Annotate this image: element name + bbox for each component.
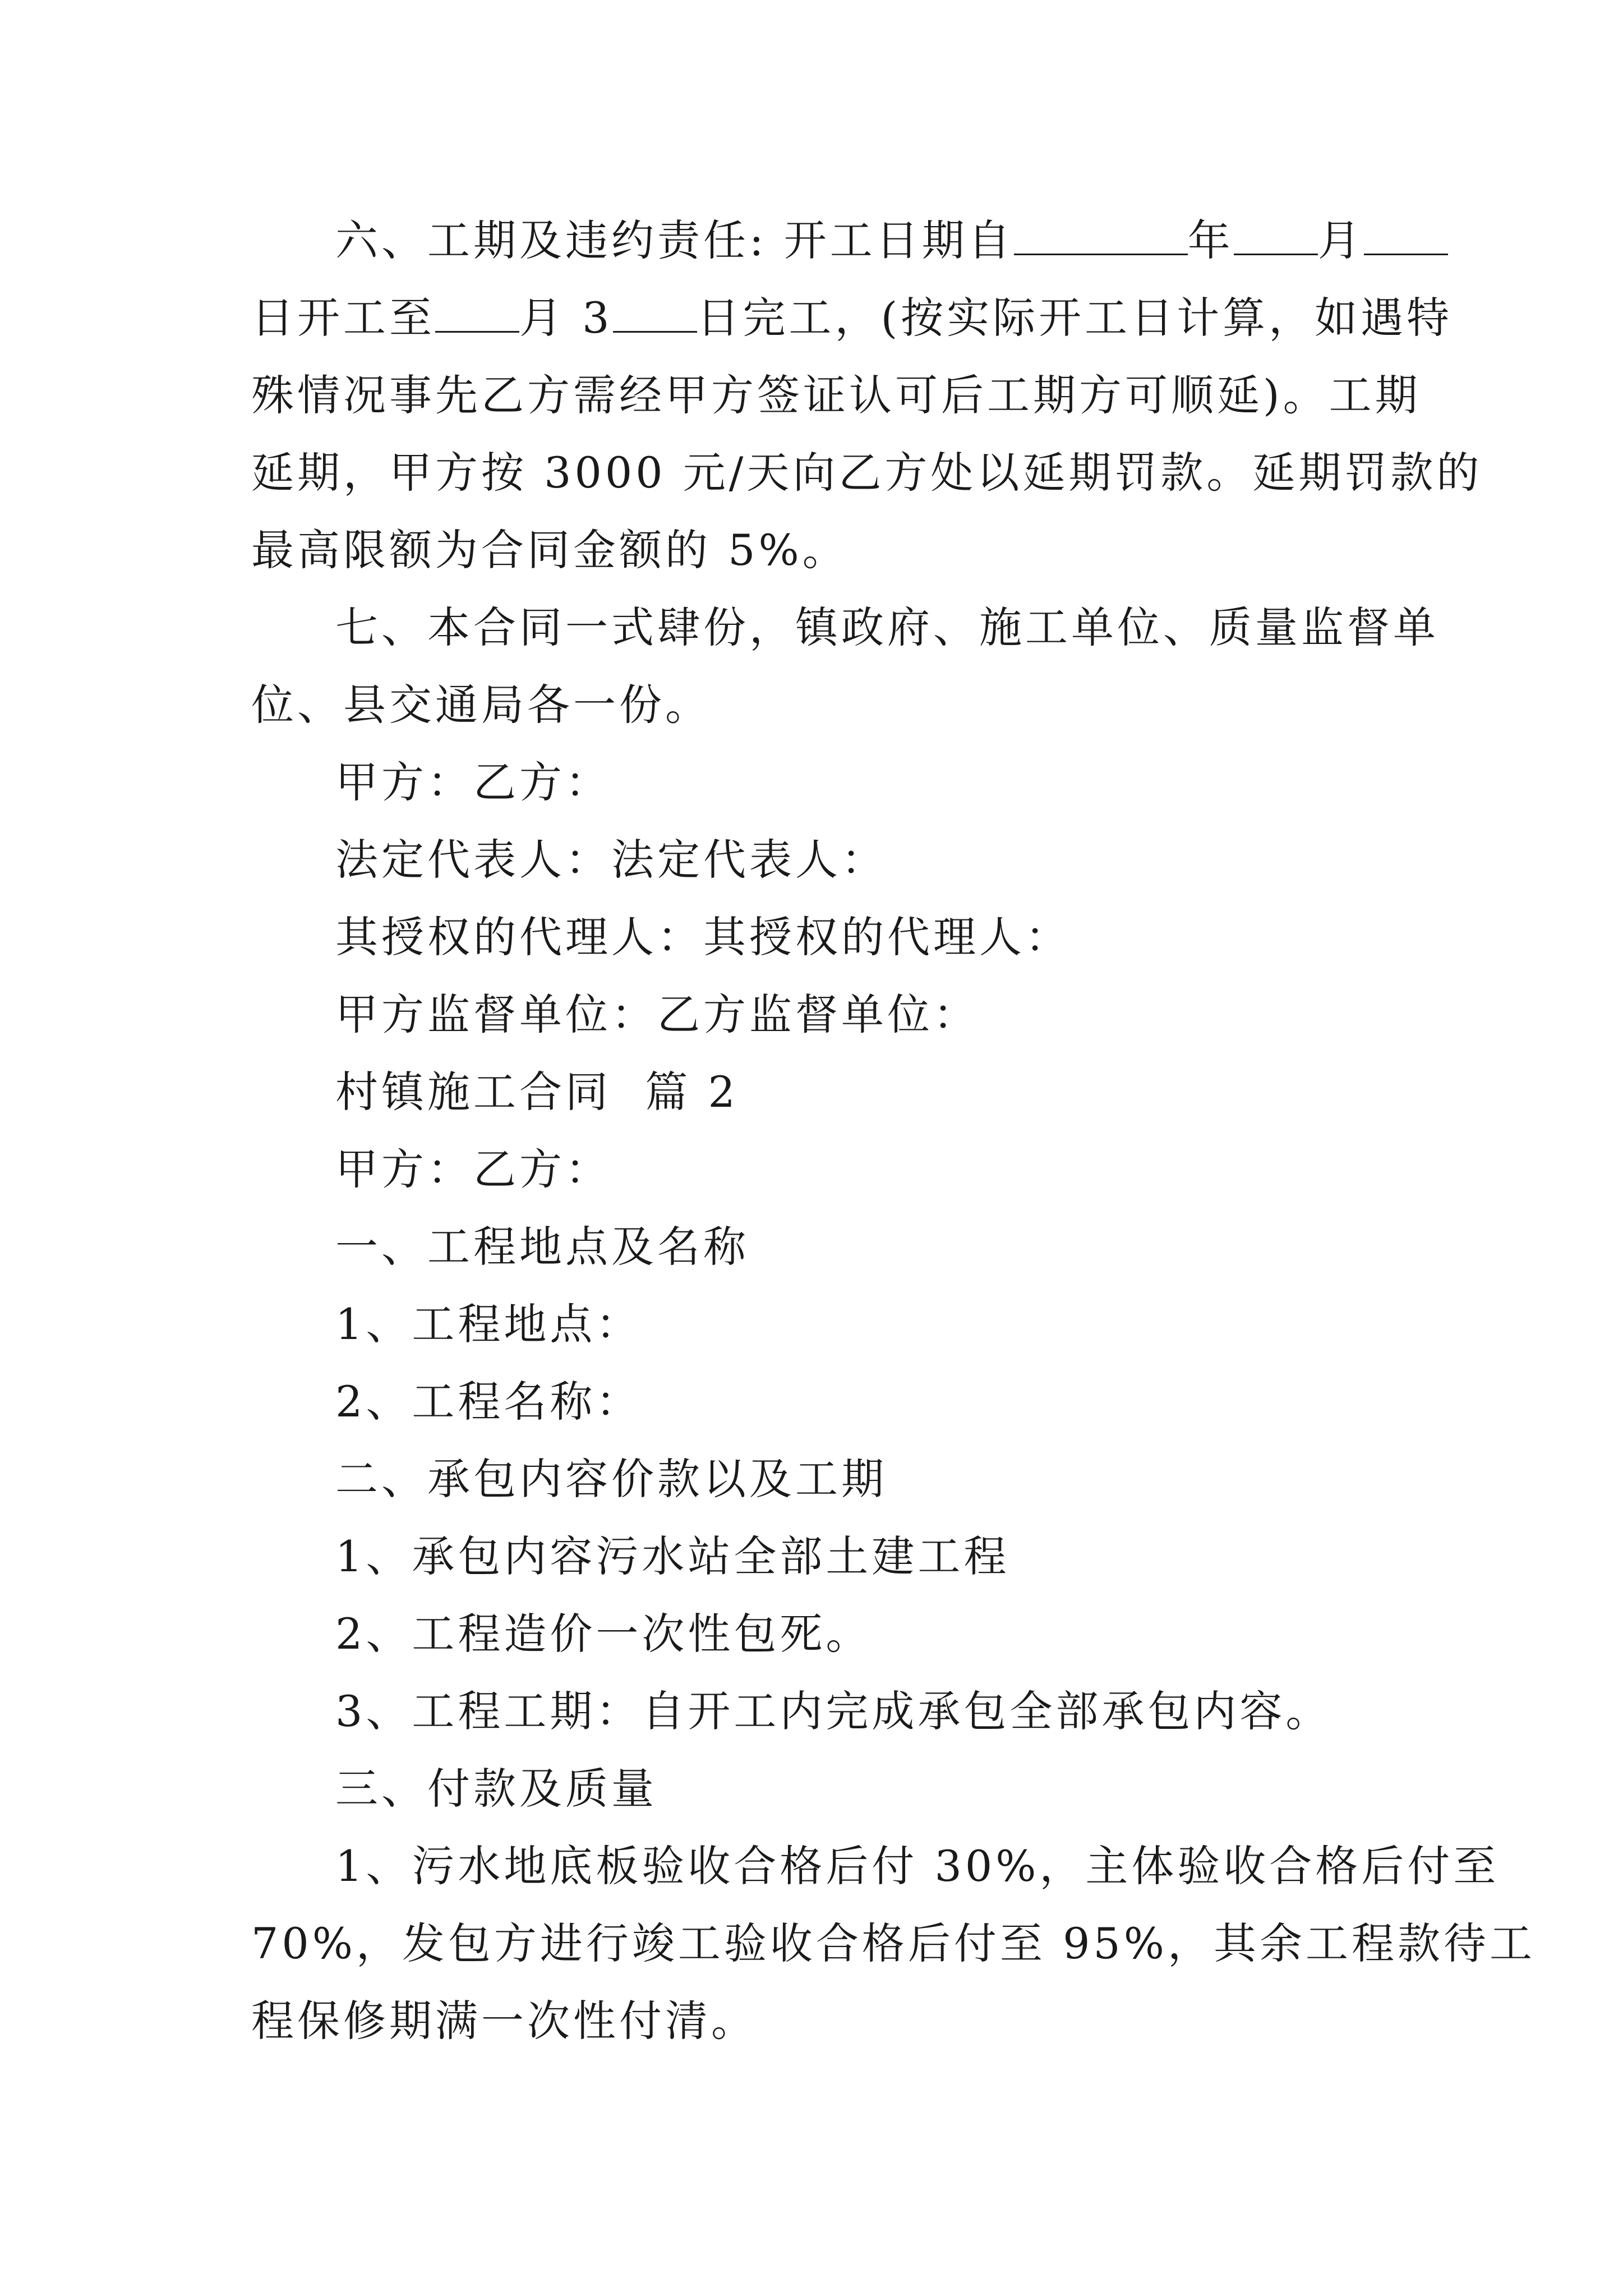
blank-end-month [435, 295, 519, 333]
part-2-title: 村镇施工合同 篇 2 [335, 1067, 739, 1117]
item-payment-line-2: 70%，发包方进行竣工验收合格后付至 95%，其余工程款待工 [251, 1918, 1536, 1968]
section-7-line-2: 位、县交通局各一份。 [251, 680, 711, 730]
section-6-line-3: 殊情况事先乙方需经甲方签证认可后工期方可顺延)。工期 [251, 370, 1421, 420]
item-payment-line-1: 1、污水地底板验收合格后付 30%，主体验收合格后付至 [335, 1841, 1500, 1891]
item-price: 2、工程造价一次性包死。 [335, 1609, 872, 1659]
blank-year [1014, 218, 1188, 255]
section-6-line-2 [251, 279, 1453, 357]
signature-agents: 其授权的代理人：其授权的代理人： [335, 912, 1071, 962]
section-6-line-1 [251, 202, 1383, 279]
section-6-text-c: 月 [1317, 215, 1364, 265]
heading-payment: 三、付款及质量 [335, 1764, 657, 1814]
part-2-parties: 甲方：乙方： [335, 1144, 611, 1194]
item-name: 2、工程名称： [335, 1377, 642, 1427]
heading-location: 一、工程地点及名称 [335, 1222, 749, 1272]
item-duration: 3、工程工期：自开工内完成承包全部承包内容。 [335, 1686, 1332, 1736]
section-6-line-4: 延期，甲方按 3000 元/天向乙方处以延期罚款。延期罚款的 [251, 448, 1483, 498]
section-6-text-b: 年 [1187, 215, 1234, 265]
blank-month [1234, 218, 1318, 255]
heading-scope: 二、承包内容价款以及工期 [335, 1454, 887, 1504]
signature-parties: 甲方：乙方： [335, 757, 611, 807]
item-location: 1、工程地点： [335, 1299, 642, 1349]
section-7-line-1: 七、本合同一式肆份，镇政府、施工单位、质量监督单 [335, 602, 1439, 652]
item-scope: 1、承包内容污水站全部土建工程 [335, 1531, 1010, 1581]
blank-end-day [613, 295, 697, 333]
section-6-text-a: 六、工期及违约责任: 开工日期自 [335, 215, 1014, 265]
signature-supervisors: 甲方监督单位：乙方监督单位： [335, 990, 979, 1039]
signature-representatives: 法定代表人：法定代表人： [335, 835, 887, 885]
item-payment-line-3: 程保修期满一次性付清。 [251, 1996, 757, 2046]
section-6-line-5: 最高限额为合同金额的 5%。 [251, 525, 849, 575]
section-6-text-f: 日完工，(按实际开工日计算，如遇特 [697, 293, 1453, 343]
blank-day [1364, 218, 1448, 255]
section-6-text-d: 日开工至 [251, 293, 435, 343]
section-6-text-e: 月 3 [519, 293, 613, 343]
